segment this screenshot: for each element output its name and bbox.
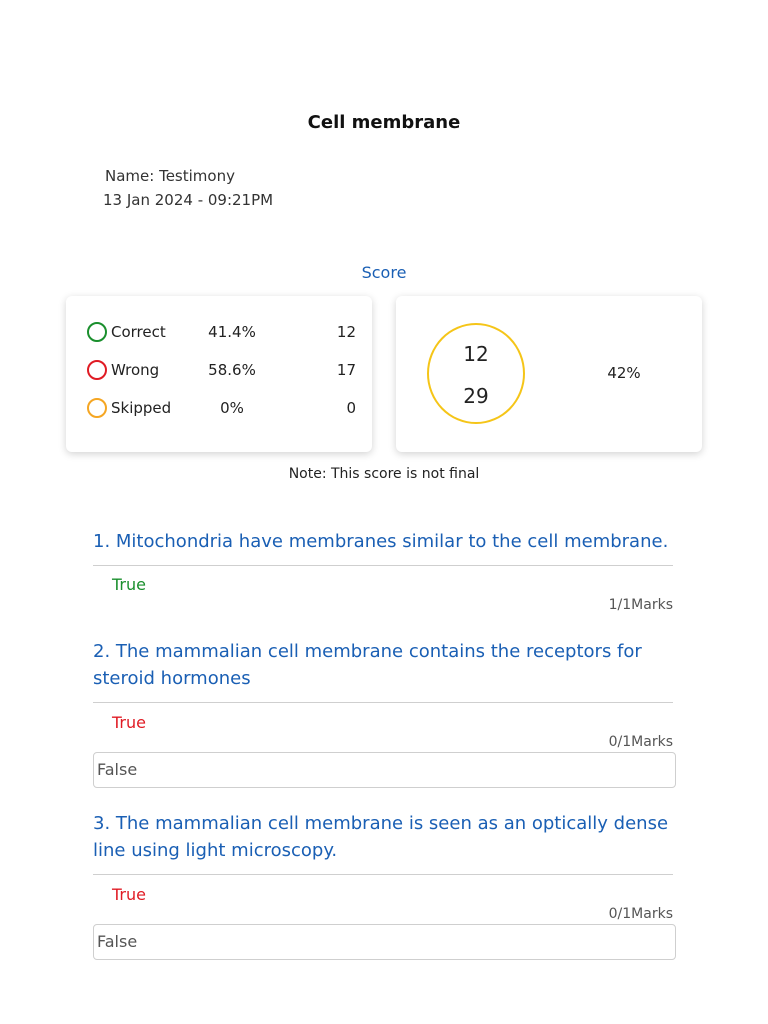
question-marks: 0/1Marks [608,906,673,922]
correct-answer-box: False [93,924,676,960]
name-line [103,164,273,188]
name-label: Name: [105,167,155,185]
stat-row-wrong [66,360,372,382]
score-ring [427,323,525,424]
score-total: 29 [463,384,489,408]
quiz-date: 13 Jan 2024 - 09:21PM [103,191,274,209]
stat-percent: 0% [220,399,244,417]
question-item [93,810,675,960]
question-text: 3. The mammalian cell membrane is seen as an optically dense line using light microscopy. [93,813,669,861]
question-item [93,528,675,613]
score-breakdown-card [66,296,372,452]
page-title: Cell membrane [307,112,461,133]
stat-percent: 41.4% [208,323,256,341]
stat-count: 17 [336,361,356,379]
question-item [93,638,675,788]
question-text: 2. The mammalian cell membrane contains the receptors for steroid hormones [93,641,642,689]
user-answer: True [112,713,146,732]
stat-percent: 58.6% [208,361,256,379]
question-marks: 0/1Marks [608,734,673,750]
question-marks: 1/1Marks [608,597,673,613]
user-answer: True [112,885,146,904]
quiz-meta [103,164,273,212]
score-percent: 42% [607,364,641,382]
wrong-circle-icon [87,360,107,380]
divider [93,874,673,875]
stat-row-skipped [66,398,372,420]
score-heading: Score [361,263,407,282]
score-summary-card [396,296,702,452]
stat-label: Wrong [111,361,160,379]
stat-row-correct [66,322,372,344]
skipped-circle-icon [87,398,107,418]
question-text: 1. Mitochondria have membranes similar to the cell membrane. [93,531,669,552]
score-correct-count: 12 [463,342,489,366]
stat-count: 12 [336,323,356,341]
correct-circle-icon [87,322,107,342]
stat-label: Skipped [111,399,172,417]
name-value: Testimony [159,167,235,185]
correct-answer-box: False [93,752,676,788]
stat-count: 0 [346,399,356,417]
score-note: Note: This score is not final [288,466,480,482]
divider [93,702,673,703]
divider [93,565,673,566]
stat-label: Correct [111,323,166,341]
user-answer: True [112,575,146,594]
